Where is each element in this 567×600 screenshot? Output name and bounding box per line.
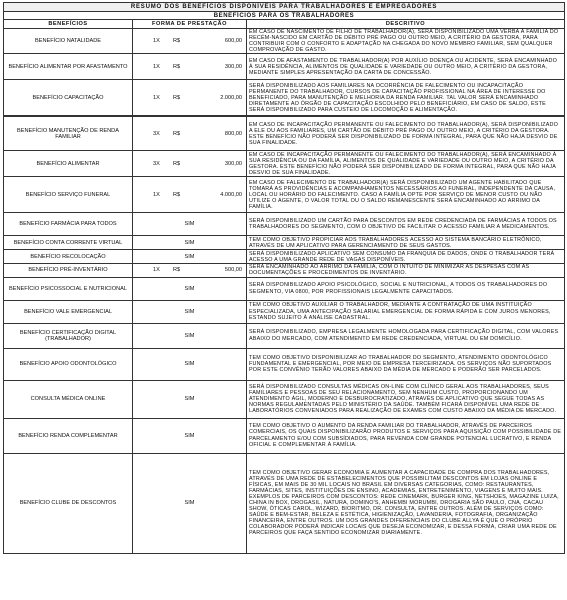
benefit-description: TEM COMO OBJETIVO AUXILIAR O TRABALHADOR, MEDIANTE A CONTRATAÇÃO DE UMA INSTITUIÇÃO ESPECIALIZADA, UMA ANTECIPAÇÃO SALARIAL EMERGENCIAL DE FORMA RÁPIDA E COM JUROS MENORES, ESTANDO SUJEITO À ANÁLISE CADASTRAL. [247, 300, 565, 323]
benefit-description: SERÁ DISPONIBILIZADO CONSULTAS MÉDICAS ON-LINE COM CLÍNICO GERAL AOS TRABALHADORES, SEUS FAMILIARES E PESSOAS DE SEU RELACIONAMENTO, SEM NENHUM CUSTO, PROPORCIONANDO UM ATENDIMENTO ÁGIL, MODERNO E DESBUROCRATIZADO, ATRAVÉS DE APLICATIVO QUE SEGUE TODAS AS NORMAS REGULAMENTADAS PELO MINISTÉRIO DA SAÚDE. TAMBÉM FICARÁ DISPONÍVEL UMA REDE DE LABORATÓRIOS CONVENIADOS PARA REALIZAÇÃO DE EXAMES COM CUSTO ABAIXO DA MÉDIA DE MERCADO. [247, 380, 565, 418]
benefit-name: BENEFÍCIO CONTA CORRENTE VIRTUAL [4, 236, 133, 250]
benefit-description: SERÁ DISPONIBILIZADO APLICATIVO SEM CONSUMO DA FRANQUIA DE DADOS, ONDE O TRABALHADOR TERÁ ACESSO A UMA GRANDE REDE DE VAGAS DISPONÍVEIS. [247, 250, 565, 264]
document-title: RESUMO DOS BENEFÍCIOS DISPONÍVEIS PARA TRABALHADORES E EMPREGADORES [4, 3, 565, 12]
forma-sim: SIM [184, 239, 195, 246]
benefit-description: TEM COMO OBJETIVO GERAR ECONOMIA E AUMENTAR A CAPACIDADE DE COMPRA DOS TRABALHADORES, ATRAVÉS DE UMA REDE DE ESTABELECIMENTOS QUE POSSIBILITAM DESCONTOS EM LOJAS ONLINE E FÍSICAS, EM MAIS DE 30 MIL LOCAIS NO BRASIL EM DIVERSAS CATEGORIAS, COMO: RESTAURANTES, FARMÁCIAS, SITES, INSTITUIÇÕES DE ENSINO, ACADEMIAS, ENTRETENIMENTO, VIAGENS E MUITO MAIS. EXEMPLOS DE PARCEIROS COM DESCONTOS: REDE CINEMARK, BURGER KING, NETSHOES, MAGAZINE LUIZA, CHINA IN BOX, DROGASIL, NATURA, DOMINO'S, ANHEMBI MORUMBI, DROGARIA SÃO PAULO, CNA, CACAU SHOW, ÓTICAS CAROL, WIZARD, BIORITMO, DR. CONSULTA, ENTRE OUTROS. ALÉM DE SERVIÇOS COMO: SAÚDE E BEM-ESTAR, BELEZA E ESTÉTICA, HIGIENIZAÇÃO, LAVANDERIA, FOTOGRAFIA, ORGANIZAÇÃO FINANCEIRA, ENTRE OUTROS. UM DOS GRANDES DIFERENCIAIS DO CLUBE ALLYA É QUE O PRÓPRIO COLABORADOR PODERÁ INDICAR LOCAIS QUE DESEJA ECONOMIZAR, E DESSA FORMA, CRIAR UMA REDE DE PARCEIROS QUE FAÇA SENTIDO ECONOMIZAR DIARIAMENTE. [247, 453, 565, 553]
forma-sim: SIM [184, 396, 195, 403]
table-row [4, 300, 565, 323]
forma-prestacao [133, 29, 247, 54]
forma-prestacao [133, 151, 247, 177]
benefit-description: EM CASO DE NASCIMENTO DE FILHO DE TRABALHADOR(A), SERÁ DISPONIBILIZADO UMA VERBA À FAMÍLIA DO RECÉM-NASCIDO EM CARTÃO DE DÉBITO PRÉ PAGO OU OUTRO MEIO, A CRITÉRIO DA GESTORA, PARA CONTRIBUIR COM O CONFORTO E ADAPTAÇÃO NA CHEGADA DO NOVO MEMBRO FAMILIAR, SEM QUALQUER COMPROVAÇÃO DE GASTO. [247, 29, 565, 54]
forma-prestacao [133, 236, 247, 250]
forma-prestacao [133, 213, 247, 236]
table-row [4, 250, 565, 264]
frequency-value: 1X [153, 267, 160, 274]
currency-symbol: R$ [173, 160, 181, 167]
benefit-description: TEM COMO OBJETIVO PROPICIAR AOS TRABALHADORES ACESSO AO SISTEMA BANCÁRIO ELETRÔNICO, ATRAVÉS DE UM APLICATIVO PARA GERENCIAMENTO DE SEUS GASTOS. [247, 236, 565, 250]
benefit-description: TEM COMO OBJETIVO DISPONIBILIZAR AO TRABALHADOR DO SEGMENTO, ATENDIMENTO ODONTOLÓGICO FUNDAMENTAL E EMERGENCIAL, POR MEIO DE EMPRESA TERCEIRIZADA. OS SERVIÇOS NÃO SUPORTADOS POR ESTE CONVÊNIO TERÃO VALORES ABAIXO DA MÉDIA DE MERCADO E PODERÃO SER PARCELADOS. [247, 348, 565, 380]
benefit-name: BENEFÍCIO RENDA COMPLEMENTAR [4, 418, 133, 453]
amount-value: 500,00 [224, 267, 242, 274]
column-header-beneficios: BENEFÍCIOS [4, 20, 133, 29]
currency-symbol: R$ [173, 94, 181, 101]
column-header-descritivo: DESCRITIVO [247, 20, 565, 29]
frequency-value: 1X [153, 191, 160, 198]
benefit-description: SERÁ DISPONIBILIZADO AOS FAMILIARES NA OCORRÊNCIA DE FALECIMENTO OU INCAPACITAÇÃO PERMANENTE DO TRABALHADOR, CURSOS DE CAPACITAÇÃO PROFISSIONAL NA ÁREA DE INTERESSE DO BENEFICIADO, PARA MANUTENÇÃO E MELHORIA DA RENDA FAMILIAR. TAL VALOR SERÁ ENCAMINHADO DIRETAMENTE AO ÓRGÃO DE CAPACITAÇÃO ESCOLHIDO PELO BENEFICIÁRIO, EM CASO DE SALDO, ESTE SERÁ DISPONIBILIZADO PARA CUSTEIO DE LOCOMOÇÃO E ALIMENTAÇÃO. [247, 80, 565, 117]
benefit-name: BENEFÍCIO MANUTENÇÃO DE RENDA FAMILIAR [4, 116, 133, 151]
forma-prestacao [133, 453, 247, 553]
benefits-table [3, 2, 565, 554]
benefit-description: EM CASO DE INCAPACITAÇÃO PERMANENTE OU FALECIMENTO DO TRABALHADOR(A), SERÁ ENCAMINHADO À SUA RESIDÊNCIA OU DA FAMÍLIA, ALIMENTOS DE QUALIDADE E VARIEDADE OU OUTRO MEIO, A CRITÉRIO DA GESTORA. ESTE BENEFÍCIO NÃO PODERÁ SER DISPONIBILIZADO DE FORMA INTEGRAL, PARA QUE NÃO HAJA DESVIO DE SUA FINALIDADE. [247, 151, 565, 177]
benefit-name: BENEFÍCIO APOIO ODONTOLÓGICO [4, 348, 133, 380]
benefit-name: BENEFÍCIO ALIMENTAR [4, 151, 133, 177]
table-row [4, 236, 565, 250]
benefit-name: BENEFÍCIO VALE EMERGENCIAL [4, 300, 133, 323]
currency-symbol: R$ [173, 267, 181, 274]
amount-value: 800,00 [224, 130, 242, 137]
benefit-name: BENEFÍCIO CLUBE DE DESCONTOS [4, 453, 133, 553]
table-row [4, 453, 565, 553]
forma-prestacao [133, 277, 247, 300]
forma-sim: SIM [184, 432, 195, 439]
forma-sim: SIM [184, 361, 195, 368]
forma-sim: SIM [184, 500, 195, 507]
table-row [4, 54, 565, 80]
forma-prestacao [133, 264, 247, 277]
forma-prestacao [133, 116, 247, 151]
forma-prestacao [133, 250, 247, 264]
benefit-name: BENEFÍCIO RECOLOCAÇÃO [4, 250, 133, 264]
benefit-description: EM CASO DE INCAPACITAÇÃO PERMANENTE OU FALECIMENTO DO TRABALHADOR(A), SERÁ DISPONIBILIZADO A ELE OU AOS FAMILIARES, UM CARTÃO DE DÉBITO PRÉ PAGO OU OUTRO MEIO, A CRITÉRIO DA GESTORA. ESTE BENEFÍCIO NÃO PODERÁ SER DISPONIBILIZADO DE FORMA INTEGRAL, PARA QUE NÃO HAJA DESVIO DE SUA FINALIDADE. [247, 116, 565, 151]
benefit-description: SERÁ DISPONIBILIZADO APOIO PSICOLÓGICO, SOCIAL E NUTRICIONAL, A TODOS OS TRABALHADORES DO SEGMENTO, VIA 0800, POR PROFISSIONAIS LEGALMENTE CAPACITADOS. [247, 277, 565, 300]
table-row [4, 116, 565, 151]
forma-prestacao [133, 323, 247, 348]
forma-prestacao [133, 300, 247, 323]
benefit-name: BENEFÍCIO PRÉ-INVENTÁRIO [4, 264, 133, 277]
table-row [4, 380, 565, 418]
frequency-value: 1X [153, 38, 160, 45]
forma-sim: SIM [184, 308, 195, 315]
benefit-name: BENEFÍCIO PSICOSSOCIAL E NUTRICIONAL [4, 277, 133, 300]
benefit-name: BENEFÍCIO CERTIFICAÇÃO DIGITAL (TRABALHADOR) [4, 323, 133, 348]
forma-prestacao [133, 418, 247, 453]
frequency-value: 1X [153, 63, 160, 70]
currency-symbol: R$ [173, 130, 181, 137]
forma-sim: SIM [184, 285, 195, 292]
benefit-name: BENEFÍCIO FARMÁCIA PARA TODOS [4, 213, 133, 236]
table-row [4, 213, 565, 236]
table-row [4, 177, 565, 213]
table-row [4, 29, 565, 54]
currency-symbol: R$ [173, 191, 181, 198]
benefit-description: EM CASO DE FALECIMENTO DE TRABALHADOR(A) SERÁ DISPONIBILIZADO UM AGENTE HABILITADO QUE TOMARÁ AS PROVIDÊNCIAS E ACOMPANHAMENTOS NECESSÁRIOS AO FUNERAL, INDEPENDENTE DA CAUSA, LOCAL OU HORÁRIO DO FALECIMENTO. CASO A FAMÍLIA OPTE POR SERVIÇO DE MENOR CUSTO OU NÃO UTILIZE O AGENTE, O VALOR TOTAL OU O SALDO REMANESCENTE SERÁ ENCAMINHADO AO ARRIMO DA FAMÍLIA. [247, 177, 565, 213]
benefit-name: BENEFÍCIO ALIMENTAR POR AFASTAMENTO [4, 54, 133, 80]
table-row [4, 323, 565, 348]
section-title: BENEFÍCIOS PARA OS TRABALHADORES [4, 12, 565, 20]
forma-sim: SIM [184, 253, 195, 260]
benefit-name: BENEFÍCIO NATALIDADE [4, 29, 133, 54]
currency-symbol: R$ [173, 38, 181, 45]
column-header-forma: FORMA DE PRESTAÇÃO [133, 20, 247, 29]
benefit-description: TEM COMO OBJETIVO O AUMENTO DA RENDA FAMILIAR DO TRABALHADOR, ATRAVÉS DE PARCEIROS COMERCIAIS, OS QUAIS DISPONIBILIZARÃO PRODUTOS E SERVIÇOS PARA AQUISIÇÃO COM POSSIBILIDADE DE PARCELAMENTO E/OU COM SUBSÍDIADOS, PARA REVENDA COM GRANDE POTENCIAL LUCRATIVO, E RENDA OFICIAL E COMPLEMENTAR À FAMÍLIA. [247, 418, 565, 453]
benefit-description: SERÁ DISPONIBILIZADO, EMPRESA LEGALMENTE HOMOLOGADA PARA CERTIFICAÇÃO DIGITAL, COM VALORES ABAIXO DO MERCADO, COM ATENDIMENTO EM REDE CREDENCIADA, VIRTUAL OU EM DOMICÍLIO. [247, 323, 565, 348]
frequency-value: 1X [153, 94, 160, 101]
amount-value: 600,00 [224, 38, 242, 45]
benefit-name: BENEFÍCIO SERVIÇO FUNERAL [4, 177, 133, 213]
amount-value: 300,00 [224, 160, 242, 167]
benefit-name: BENEFÍCIO CAPACITAÇÃO [4, 80, 133, 117]
table-row [4, 418, 565, 453]
benefit-description: EM CASO DE AFASTAMENTO DE TRABALHADOR(A) POR AUXÍLIO DOENÇA OU ACIDENTE, SERÁ ENCAMINHADO À SUA RESIDÊNCIA, ALIMENTOS DE QUALIDADE E VARIEDADE OU OUTRO MEIO, A CRITÉRIO DA GESTORA, MEDIANTE SIMPLES APRESENTAÇÃO DA CARTA DE CONCESSÃO. [247, 54, 565, 80]
currency-symbol: R$ [173, 63, 181, 70]
table-row [4, 277, 565, 300]
benefit-description: SERÁ ENCAMINHADO AO ARRIMO DA FAMÍLIA, COM O INTUITO DE MINIMIZAR AS DESPESAS COM AS DOCUMENTAÇÕES E PROCEDIMENTOS DE INVENTÁRIO. [247, 264, 565, 277]
forma-sim: SIM [184, 221, 195, 228]
table-row [4, 264, 565, 277]
forma-prestacao [133, 380, 247, 418]
forma-prestacao [133, 54, 247, 80]
table-row [4, 348, 565, 380]
benefit-name: CONSULTA MÉDICA ONLINE [4, 380, 133, 418]
forma-sim: SIM [184, 332, 195, 339]
table-row [4, 80, 565, 117]
frequency-value: 3X [153, 130, 160, 137]
amount-value: 4.000,00 [220, 191, 242, 198]
amount-value: 300,00 [224, 63, 242, 70]
forma-prestacao [133, 177, 247, 213]
forma-prestacao [133, 348, 247, 380]
amount-value: 2.000,00 [220, 94, 242, 101]
frequency-value: 3X [153, 160, 160, 167]
forma-prestacao [133, 80, 247, 117]
table-row [4, 151, 565, 177]
benefit-description: SERÁ DISPONIBILIZADO UM CARTÃO PARA DESCONTOS EM REDE CREDENCIADA DE FARMÁCIAS A TODOS OS TRABALHADORES DO SEGMENTO, COM O OBJETIVO DE FACILITAR O ACESSO FAMILIAR A MEDICAMENTOS. [247, 213, 565, 236]
